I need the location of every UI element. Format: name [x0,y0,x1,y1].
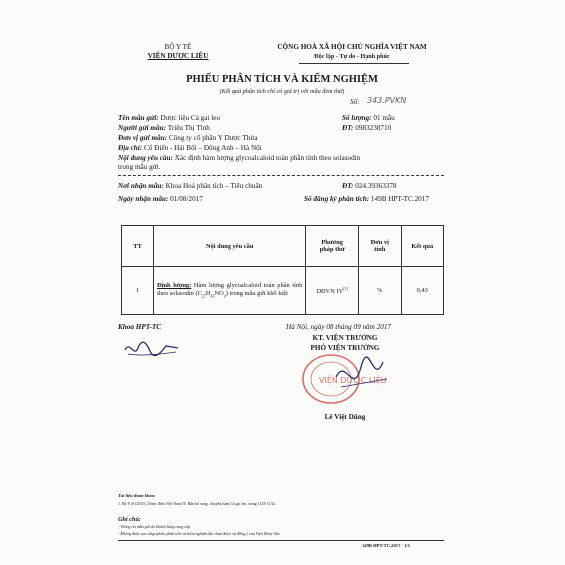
stamp-lettering: VIỆN DƯỢC LIỆU [319,376,387,385]
col-header-unit: Đơn vị tính [359,226,401,267]
cell-unit: % [359,267,401,315]
footer-rule [118,540,444,541]
field-receiver: Nơi nhận mẫu: Khoa Hoá phân tích – Tiêu chuẩn [118,182,263,190]
table-row [122,267,444,315]
cell-result: 0,43 [401,267,443,315]
motto: Độc lập - Tự do - Hạnh phúc [314,53,390,60]
cell-content: Định lượng: Hàm lượng glycoalcaloid toàn phần tính theo solasodin $(C_{27}H_{43}NO_2)$ trong mẫu gửi khô kiệt [154,267,306,315]
col-header-result: Kết quả [401,226,443,267]
field-receiver-phone: ĐT: 024.39363378 [342,182,397,190]
institute-name: VIỆN DƯỢC LIỆU [147,52,209,60]
department-signature [122,338,182,360]
field-sender-unit: Đơn vị gửi mẫu: Công ty cổ phần Y Dược Thita [118,134,258,142]
document-number-label: Số: [350,98,360,106]
field-divider [118,175,444,176]
ministry-name: BỘ Y TẾ [164,43,192,51]
field-standard-registration: Số đăng ký phân tích: 149B HPT-TC.2017 [304,195,429,203]
document-title: PHIẾU PHÂN TÍCH VÀ KIỂM NGHIỆM [186,74,378,85]
table-header-row [122,226,444,267]
signer-title-2: PHÓ VIỆN TRƯỞNG [310,344,380,352]
cell-method: DĐVN IV[1] [306,267,359,315]
reference-1: 1. Bộ Y tế (2015), Dược điển Việt Nam IV, Bản bổ sung, chuyên luận Cà gai leo, trang 1133-1134. [118,501,276,506]
document-number: 343.PVKN [367,96,407,105]
field-phone: ĐT: 0983238710 [342,124,392,132]
signer-name: Lê Việt Dũng [324,413,366,421]
field-registration-number: Số lượng: 01 mẫu [342,114,395,122]
motto-underline [299,63,409,64]
cell-index: 1 [122,267,154,315]
field-request: Nội dung yêu cầu: Xác định hàm lượng glycoalcaloid toàn phần tính theo solasodin [118,154,361,162]
document-subtitle: (Kết quả phân tích chỉ có giá trị với mẫu đem thử) [219,88,345,95]
field-sample-name: Tên mẫu gửi: Dược liệu Cà gai leo [118,114,221,122]
field-received-date: Ngày nhận mẫu: 01/08/2017 [118,195,203,203]
field-sender: Người gửi mẫu: Triệu Thị Tình [118,124,210,132]
place-date: Hà Nội, ngày 08 tháng 09 năm 2017 [286,323,392,331]
signer-title-1: KT. VIỆN TRƯỞNG [312,334,378,342]
note-1: - Thông tin mẫu gửi do khách hàng cung cấp [118,524,191,529]
results-table [121,225,444,315]
note-2: - Không được sao chụp phiếu phân tích và kiểm nghiệm khi chưa được sự đồng ý của Viện Dược liệu [118,531,280,536]
department-label: Khoa HPT-TC [118,323,162,331]
notes-heading: Ghi chú: [118,516,141,523]
official-stamp [291,347,391,405]
country-name: CỘNG HOÀ XÃ HỘI CHỦ NGHĨA VIỆT NAM [277,43,427,51]
col-header-content: Nội dung yêu cầu [154,226,306,267]
field-address: Địa chỉ: Cổ Điển - Hải Bối – Đông Anh – Hà Nội [118,144,262,152]
col-header-index: TT [122,226,154,267]
col-header-method: Phương pháp thử [306,226,359,267]
page-code: 149B HPT-TC.2017 - 1/1 [362,543,411,548]
field-request-cont: trong mẫu gửi. [118,163,161,171]
references-heading: Tài liệu tham khảo: [118,493,156,498]
